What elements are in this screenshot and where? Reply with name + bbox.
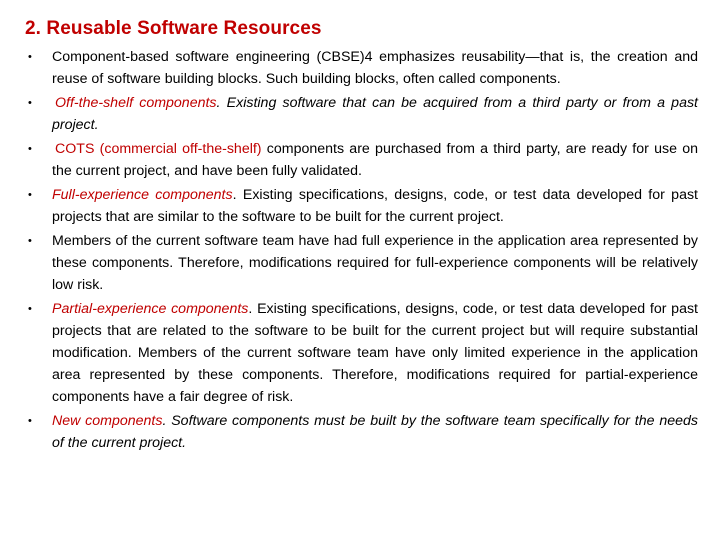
bullet-term: Full-experience components bbox=[52, 187, 233, 203]
slide-title: 2. Reusable Software Resources bbox=[25, 18, 322, 39]
bullet-term-end: . bbox=[162, 413, 167, 429]
bullet-text bbox=[52, 138, 698, 182]
bullet-item-off-the-shelf bbox=[0, 92, 720, 136]
bullet-term-end: . bbox=[248, 301, 253, 317]
bullet-text bbox=[52, 230, 698, 296]
bullet-item-new-components bbox=[0, 410, 720, 454]
bullet-list bbox=[0, 46, 720, 456]
bullet-item-cbse bbox=[0, 46, 720, 90]
bullet-icon: • bbox=[28, 235, 32, 247]
bullet-icon: • bbox=[28, 143, 32, 155]
bullet-icon: • bbox=[28, 97, 32, 109]
bullet-term-end: . bbox=[232, 187, 237, 203]
bullet-body: Component-based software engineering (CBSE)4 emphasizes reusability—that is, the creation and reuse of software building blocks. Such building blocks, often called components. bbox=[52, 49, 698, 87]
bullet-text bbox=[52, 298, 698, 408]
bullet-term: COTS (commercial off-the-shelf) bbox=[55, 141, 262, 157]
bullet-term-end: . bbox=[216, 95, 221, 111]
bullet-item-partial-experience bbox=[0, 298, 720, 408]
bullet-icon: • bbox=[28, 303, 32, 315]
bullet-icon: • bbox=[28, 51, 32, 63]
bullet-body: Members of the current software team have had full experience in the application area represented by these components. Therefore, modifications required for full-experience components will be relatively low risk. bbox=[52, 233, 698, 293]
bullet-item-full-experience-risk bbox=[0, 230, 720, 296]
bullet-text bbox=[52, 92, 698, 136]
bullet-text bbox=[52, 410, 698, 454]
bullet-term: Off-the-shelf components bbox=[55, 95, 217, 111]
bullet-item-cots bbox=[0, 138, 720, 182]
bullet-text bbox=[52, 184, 698, 228]
bullet-body: Existing specifications, designs, code, or test data developed for past projects that are related to the software to be built for the current project but will require substantial modification. Members of the current software team have only limited experience in the application area represented by these components. Therefore, modifications required for partial-experience components have a fair degree of risk. bbox=[52, 301, 698, 405]
bullet-body: components are purchased from a third party, are ready for use on the current project, and have been fully validated. bbox=[52, 141, 698, 179]
bullet-body: Software components must be built by the software team specifically for the needs of the current project. bbox=[52, 413, 698, 451]
bullet-term: New components bbox=[52, 413, 163, 429]
bullet-icon: • bbox=[28, 189, 32, 201]
bullet-icon: • bbox=[28, 415, 32, 427]
bullet-body: Existing specifications, designs, code, or test data developed for past projects that are similar to the software to be built for the current project. bbox=[52, 187, 698, 225]
bullet-text bbox=[52, 46, 698, 90]
bullet-item-full-experience bbox=[0, 184, 720, 228]
bullet-body: Existing software that can be acquired from a third party or from a past project. bbox=[52, 95, 699, 133]
bullet-term: Partial-experience components bbox=[52, 301, 249, 317]
